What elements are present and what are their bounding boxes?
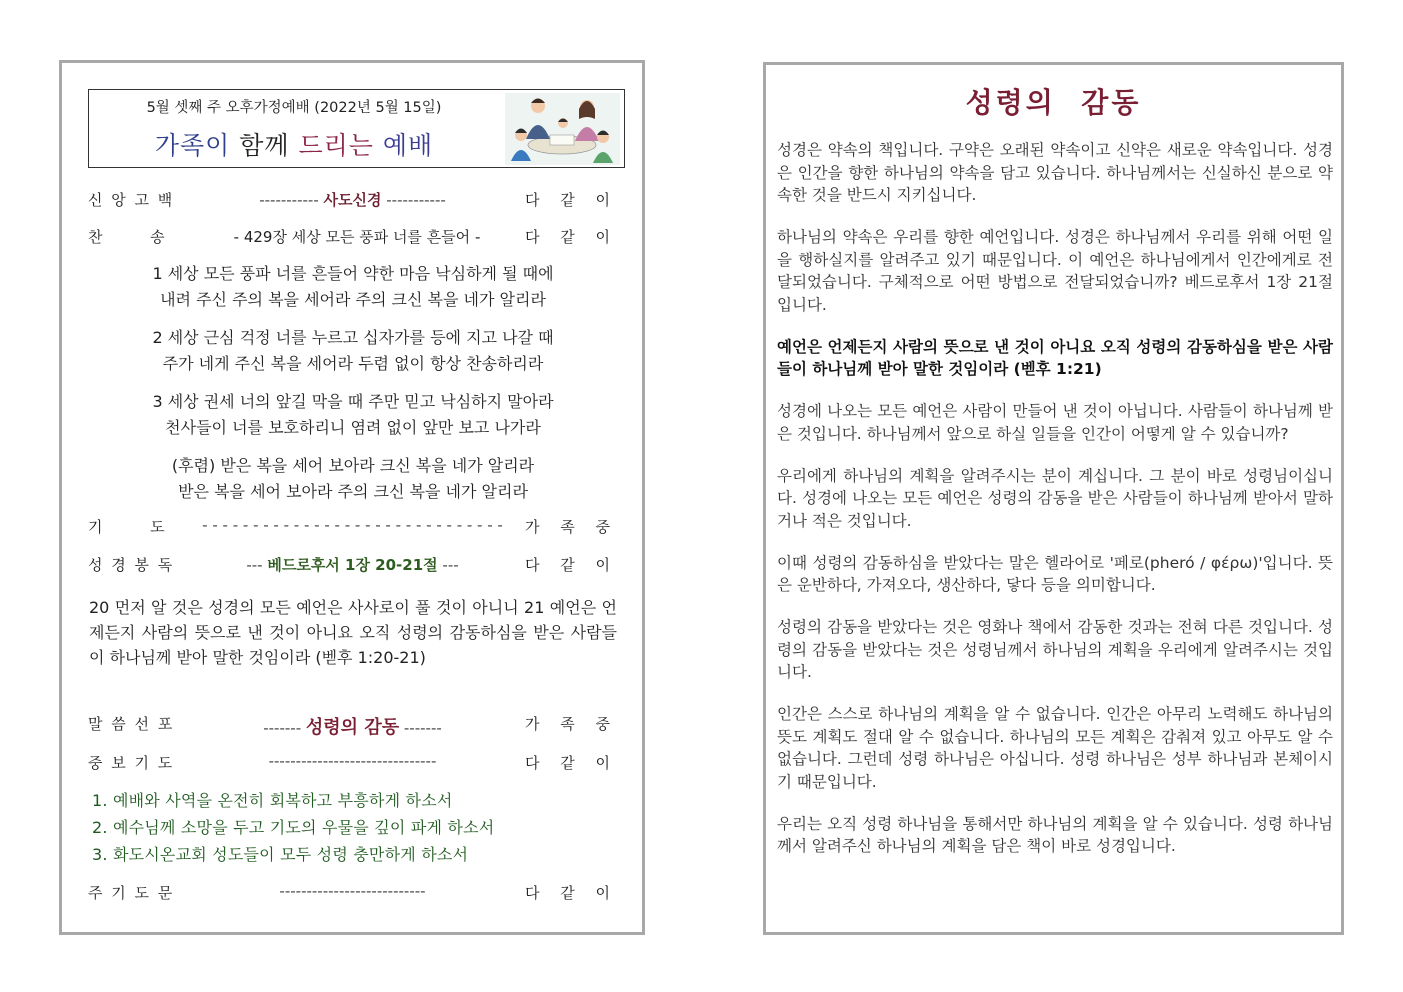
order-row-intercession (88, 752, 618, 778)
order-leader: 다 같 이 (524, 556, 618, 574)
sermon-paragraph: 우리에게 하나님의 계획을 알려주시는 분이 계십니다. 그 분이 바로 성령님이십니다. 성경에 나오는 모든 예언은 성령의 감동을 받은 사람들이 하나님께 받아서 말하거나 적은 것입니다. (777, 466, 1333, 530)
order-divider: - - - - - - - - - - - - - - - - - - - - - - - - - - - - - - (202, 516, 503, 534)
sermon-paragraph: 성경은 약속의 책입니다. 구약은 오래된 약속이고 신약은 새로운 약속입니다. 성경은 인간을 향한 하나님의 약속을 담고 있습니다. 하나님께서는 신실하신 분으로 약속한 것을 반드시 지키십니다. (777, 141, 1333, 204)
order-row-prayer (88, 516, 618, 542)
worship-order-panel (59, 60, 645, 935)
order-item: --- 베드로후서 1장 20-21절 --- (246, 556, 459, 574)
family-worship-illustration (505, 93, 620, 165)
order-label: 찬 송 (88, 228, 165, 246)
bulletin-title (89, 126, 499, 162)
order-row-hymn (88, 226, 618, 252)
order-item: ----------- 사도신경 ----------- (259, 191, 446, 209)
order-label: 주 기 도 문 (88, 884, 175, 902)
order-row-reading (88, 554, 618, 580)
order-leader: 가 족 중 (524, 715, 618, 733)
title-part: 가족이 (154, 131, 231, 160)
sermon-paragraph: 인간은 스스로 하나님의 계획을 알 수 없습니다. 인간은 아무리 노력해도 하나님의 뜻도 계획도 절대 알 수 없습니다. 하나님의 모든 계획은 감춰져 있고 아무도 알 수 없습니다. 그런데 성령 하나님은 아십니다. 성령 하나님은 성부 하나님과 본체이시기 때문입니다. (777, 705, 1333, 791)
order-item: - 429장 세상 모든 풍파 너를 흔들어 - (233, 228, 481, 246)
scripture-passage: 20 먼저 알 것은 성경의 모든 예언은 사사로이 풀 것이 아니니 21 예언은 언제든지 사람의 뜻으로 낸 것이 아니요 오직 성령의 감동하심을 받은 사람들이 하나님께 받아 말한 것임이라 (벧후 1:20-21) (89, 598, 617, 667)
order-row-lords-prayer (88, 882, 618, 908)
sermon-paragraph: 성경에 나오는 모든 예언은 사람이 만들어 낸 것이 아닙니다. 사람들이 하나님께 받은 것입니다. 하나님께서 앞으로 하실 일들을 인간이 어떻게 알 수 있습니까? (777, 402, 1333, 443)
prayer-requests (92, 787, 622, 868)
hymn-verse: 2 세상 근심 걱정 너를 누르고 십자가를 등에 지고 나갈 때 주가 네게 주신 복을 세어라 두렴 없이 항상 찬송하리라 (152, 328, 554, 373)
order-divider: --------------------------- (279, 882, 426, 900)
order-leader: 다 같 이 (524, 884, 618, 902)
scripture-quote: 예언은 언제든지 사람의 뜻으로 낸 것이 아니요 오직 성령의 감동하심을 받은 사람들이 하나님께 받아 말한 것임이라 (벧후 1:21) (777, 337, 1333, 378)
hymn-verse: 3 세상 권세 너의 앞길 막을 때 주만 믿고 낙심하지 말아라 천사들이 너를 보호하리니 염려 없이 앞만 보고 나가라 (152, 392, 554, 437)
order-leader: 다 같 이 (524, 754, 618, 772)
hymn-verse: 1 세상 모든 풍파 너를 흔들어 약한 마음 낙심하게 될 때에 내려 주신 주의 복을 세어라 주의 크신 복을 네가 알리라 (152, 264, 554, 309)
prayer-request-item: 3. 화도시온교회 성도들이 모두 성령 충만하게 하소서 (92, 845, 469, 864)
order-label: 성 경 봉 독 (88, 556, 175, 574)
order-leader: 다 같 이 (524, 228, 618, 246)
order-item: ------- 성령의 감동 ------- (263, 717, 442, 738)
sermon-body (777, 139, 1333, 877)
order-row-creed (88, 189, 618, 215)
order-label: 기 도 (88, 518, 165, 536)
sermon-title: 성령의 감동 (965, 86, 1142, 119)
prayer-request-item: 2. 예수님께 소망을 두고 기도의 우물을 깊이 파게 하소서 (92, 818, 495, 837)
sermon-panel (763, 62, 1344, 935)
service-date: 5월 셋째 주 오후가정예배 (2022년 5월 15일) (146, 100, 442, 116)
order-row-sermon (88, 713, 618, 739)
title-part: 예배 (373, 131, 434, 160)
sermon-paragraph: 이때 성령의 감동하심을 받았다는 말은 헬라어로 '페로(pheró / φέρω)'입니다. 뜻은 운반하다, 가져오다, 생산하다, 닿다 등을 의미합니다. (777, 553, 1333, 594)
order-label: 말 씀 선 포 (88, 715, 175, 733)
order-label: 신 앙 고 백 (88, 191, 175, 209)
order-label: 중 보 기 도 (88, 754, 175, 772)
order-leader: 가 족 중 (524, 518, 618, 536)
title-part: 함께 (230, 131, 290, 160)
sermon-paragraph: 하나님의 약속은 우리를 향한 예언입니다. 성경은 하나님께서 우리를 위해 어떤 일을 행하실지를 알려주고 있기 때문입니다. 이 예언은 하나님에게서 인간에게로 전달되었습니다. 구체적으로 어떤 방법으로 전달되었습니까? 베드로후서 1장 21절입니다. (777, 228, 1333, 314)
sermon-paragraph: 성령의 감동을 받았다는 것은 영화나 책에서 감동한 것과는 전혀 다른 것입니다. 성령의 감동을 받았다는 것은 성령님께서 하나님의 계획을 우리에게 알려주시는 것입니다. (777, 618, 1333, 681)
prayer-request-item: 1. 예배와 사역을 온전히 회복하고 부흥하게 하소서 (92, 791, 453, 810)
order-divider: ------------------------------- (268, 752, 437, 770)
bulletin-header (88, 89, 625, 168)
title-part: 드리는 (289, 131, 374, 160)
sermon-paragraph: 우리는 오직 성령 하나님을 통해서만 하나님의 계획을 알 수 있습니다. 성령 하나님께서 알려주신 하나님의 계획을 담은 책이 바로 성경입니다. (777, 814, 1333, 855)
order-leader: 다 같 이 (524, 191, 618, 209)
hymn-chorus: (후렴) 받은 복을 세어 보아라 크신 복을 네가 알리라 받은 복을 세어 보아라 주의 크신 복을 네가 알리라 (171, 456, 535, 501)
